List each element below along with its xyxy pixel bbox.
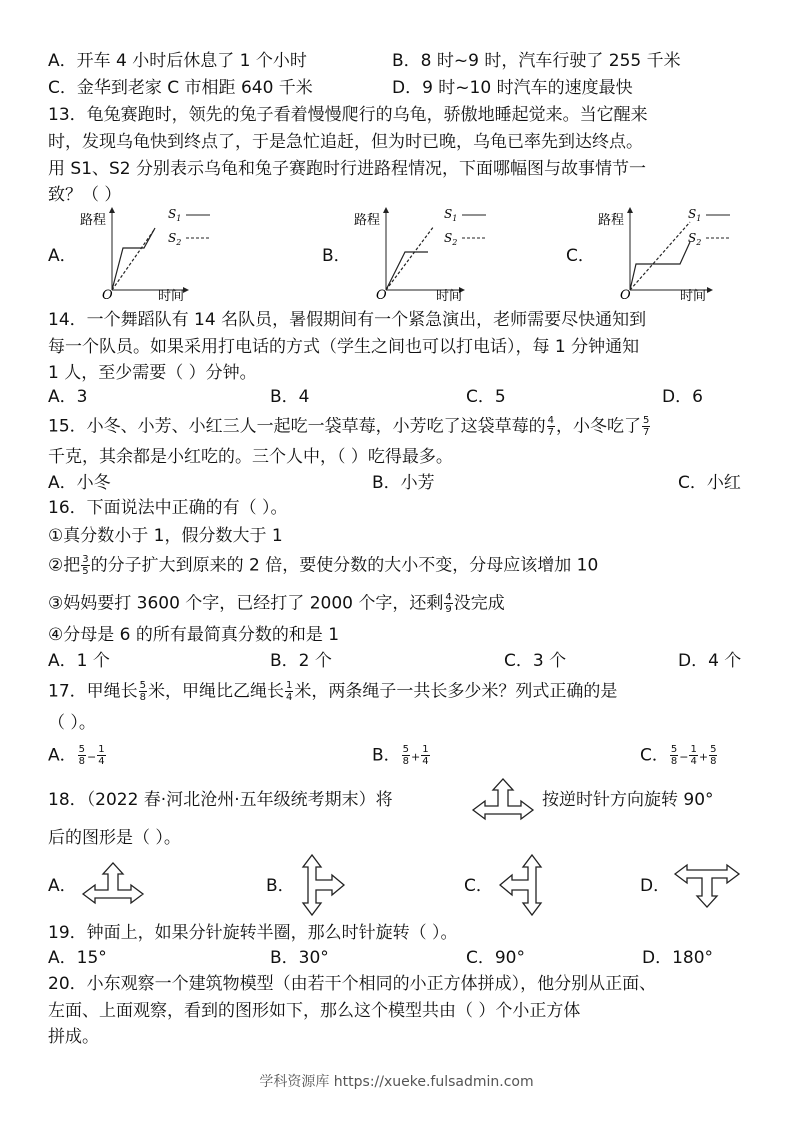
q15-text-1: 15．小冬、小芳、小红三人一起吃一袋草莓，小芳吃了这袋草莓的 [48, 416, 546, 437]
q13-graph-a-s2-label: $S_2$ [168, 231, 182, 247]
q16-statement-4: ④分母是 6 的所有最简真分数的和是 1 [48, 625, 340, 645]
q17-fraction-1-4: $\frac{1}{4}$ [286, 680, 293, 703]
q13-graph-b-xlabel: 时间 [436, 289, 463, 302]
q13-graph-c-xlabel: 时间 [680, 289, 707, 302]
q13-graph-b-s2-label: $S_2$ [444, 231, 458, 247]
q20-line-3: 拼成。 [48, 1027, 99, 1047]
q13-graph-a [76, 202, 246, 302]
q18-option-c-shape [496, 852, 546, 918]
q18-option-b-label: B． [266, 876, 295, 896]
q13-option-c-label: C． [566, 246, 595, 266]
q18-option-c-label: C． [464, 876, 493, 896]
q15-line-1 [48, 415, 651, 438]
q19-option-d: D．180° [642, 948, 714, 968]
q15-line-2: 千克，其余都是小红吃的。三个人中，（ ）吃得最多。 [48, 447, 453, 467]
q13-graph-a-origin: O [102, 288, 113, 302]
q13-graph-b-s1-line [386, 252, 428, 290]
q13-graph-c [594, 202, 764, 302]
footer-watermark: 学科资源库 https://xueke.fulsadmin.com [259, 1074, 534, 1090]
q19-option-a: A．15° [48, 948, 107, 968]
q14-line-1: 14．一个舞蹈队有 14 名队员，暑假期间有一个紧急演出，老师需要尽快通知到 [48, 310, 647, 330]
q16-statement-2: ②把 $\frac{3}{5}$ 的分子扩大到原来的 2 倍，要使分数的大小不变，分母应该增加 10 [48, 554, 599, 577]
q18-original-arrow-shape [470, 776, 536, 822]
q13-graph-c-ylabel: 路程 [598, 213, 625, 228]
q14-line-2: 每一个队员。如果采用打电话的方式（学生之间也可以打电话），每 1 分钟通知 [48, 337, 640, 357]
q13-line-1: 13．龟兔赛跑时，领先的兔子看着慢慢爬行的乌龟，骄傲地睡起觉来。当它醒来 [48, 105, 648, 125]
q13-option-a-label: A． [48, 246, 77, 266]
q17-line-2: （ ）。 [48, 713, 96, 733]
q15-fraction-1: $\frac{4}{7}$ [547, 415, 555, 438]
q13-option-b-label: B． [322, 246, 351, 266]
q13-graph-b-ylabel: 路程 [354, 213, 381, 228]
q13-graph-b [350, 202, 520, 302]
q13-graph-b-s1-label: $S_1$ [444, 207, 458, 223]
q17-option-a: A． $\frac{5}{8}$ − $\frac{1}{4}$ [48, 744, 105, 767]
q20-line-2: 左面、上面观察，看到的图形如下，那么这个模型共由（ ）个小正方体 [48, 1001, 581, 1021]
q13-graph-a-s2-line [112, 230, 154, 290]
q13-graph-c-origin: O [620, 288, 631, 302]
q20-line-1: 20．小东观察一个建筑物模型（由若干个相同的小正方体拼成），他分别从正面、 [48, 974, 657, 994]
q16-fraction-3-5: $\frac{3}{5}$ [82, 554, 89, 577]
q13-line-3: 用 S1、S2 分别表示乌龟和兔子赛跑时行进路程情况，下面哪幅图与故事情节一 [48, 159, 647, 179]
q15-option-c: C．小红 [678, 473, 741, 493]
q13-graph-a-xlabel: 时间 [158, 289, 185, 302]
q15-fraction-2: $\frac{5}{7}$ [643, 415, 650, 438]
q17-option-b: B． $\frac{5}{8}$ + $\frac{1}{4}$ [372, 744, 429, 767]
q17-line-1: 17．甲绳长 $\frac{5}{8}$ 米，甲绳比乙绳长 $\frac{1}{4}$ 米，两条绳子一共长多少米？列式正确的是 [48, 680, 618, 703]
q12-option-b: B．8 时~9 时，汽车行驶了 255 千米 [392, 51, 681, 71]
q17-option-c: C． $\frac{5}{8}$ − $\frac{1}{4}$ + $\frac{5}{8}$ [640, 744, 717, 767]
q14-option-a: A．3 [48, 387, 88, 407]
q16-statement-1: ①真分数小于 1，假分数大于 1 [48, 526, 283, 546]
q19-option-b: B．30° [270, 948, 329, 968]
q18-text-2: 按逆时针方向旋转 90° [542, 790, 714, 810]
q13-line-2: 时，发现乌龟快到终点了，于是急忙追赶，但为时已晚，乌龟已率先到达终点。 [48, 132, 643, 152]
q18-option-d-shape [672, 862, 742, 910]
q14-option-b: B．4 [270, 387, 310, 407]
q19-option-c: C．90° [466, 948, 526, 968]
q12-option-a: A．开车 4 小时后休息了 1 个小时 [48, 51, 307, 71]
q18-line-2: 后的图形是（ ）。 [48, 828, 181, 848]
q14-option-c: C．5 [466, 387, 506, 407]
q13-graph-c-s2-label: $S_2$ [688, 231, 702, 247]
q18-option-a-shape [80, 860, 146, 908]
q16-stem: 16．下面说法中正确的有（ ）。 [48, 498, 288, 518]
q19-stem: 19．钟面上，如果分针旋转半圈，那么时针旋转（ ）。 [48, 923, 458, 943]
q15-text-2: ，小冬吃了 [556, 416, 642, 437]
q16-option-c: C．3 个 [504, 651, 567, 671]
q13-graph-b-origin: O [376, 288, 387, 302]
q13-graph-a-s1-label: $S_1$ [168, 207, 182, 223]
q12-option-d: D．9 时~10 时汽车的速度最快 [392, 78, 633, 98]
q16-statement-3: ③妈妈要打 3600 个字，已经打了 2000 个字，还剩 $\frac{4}{9}$ 没完成 [48, 592, 505, 615]
q18-option-d-label: D． [640, 876, 671, 896]
q16-option-b: B．2 个 [270, 651, 332, 671]
q12-option-c: C．金华到老家 C 市相距 640 千米 [48, 78, 313, 98]
q13-line-4: 致？（ ） [48, 185, 122, 205]
q16-fraction-4-9: $\frac{4}{9}$ [445, 592, 452, 615]
q15-option-a: A．小冬 [48, 473, 111, 493]
q14-option-d: D．6 [662, 387, 703, 407]
q18-option-b-shape [298, 852, 348, 918]
q16-option-d: D．4 个 [678, 651, 742, 671]
q13-graph-c-s1-line [630, 242, 690, 290]
q13-graph-b-s2-line [386, 226, 434, 290]
q15-option-b: B．小芳 [372, 473, 435, 493]
q14-line-3: 1 人，至少需要（ ）分钟。 [48, 363, 257, 383]
q13-graph-a-ylabel: 路程 [80, 213, 107, 228]
q17-fraction-5-8: $\frac{5}{8}$ [139, 680, 147, 703]
q13-graph-c-s1-label: $S_1$ [688, 207, 702, 223]
q16-option-a: A．1 个 [48, 651, 110, 671]
q18-option-a-label: A． [48, 876, 77, 896]
q13-graph-c-s2-line [630, 222, 690, 290]
q18-text-1: 18．（2022 春·河北沧州·五年级统考期末）将 [48, 790, 393, 810]
